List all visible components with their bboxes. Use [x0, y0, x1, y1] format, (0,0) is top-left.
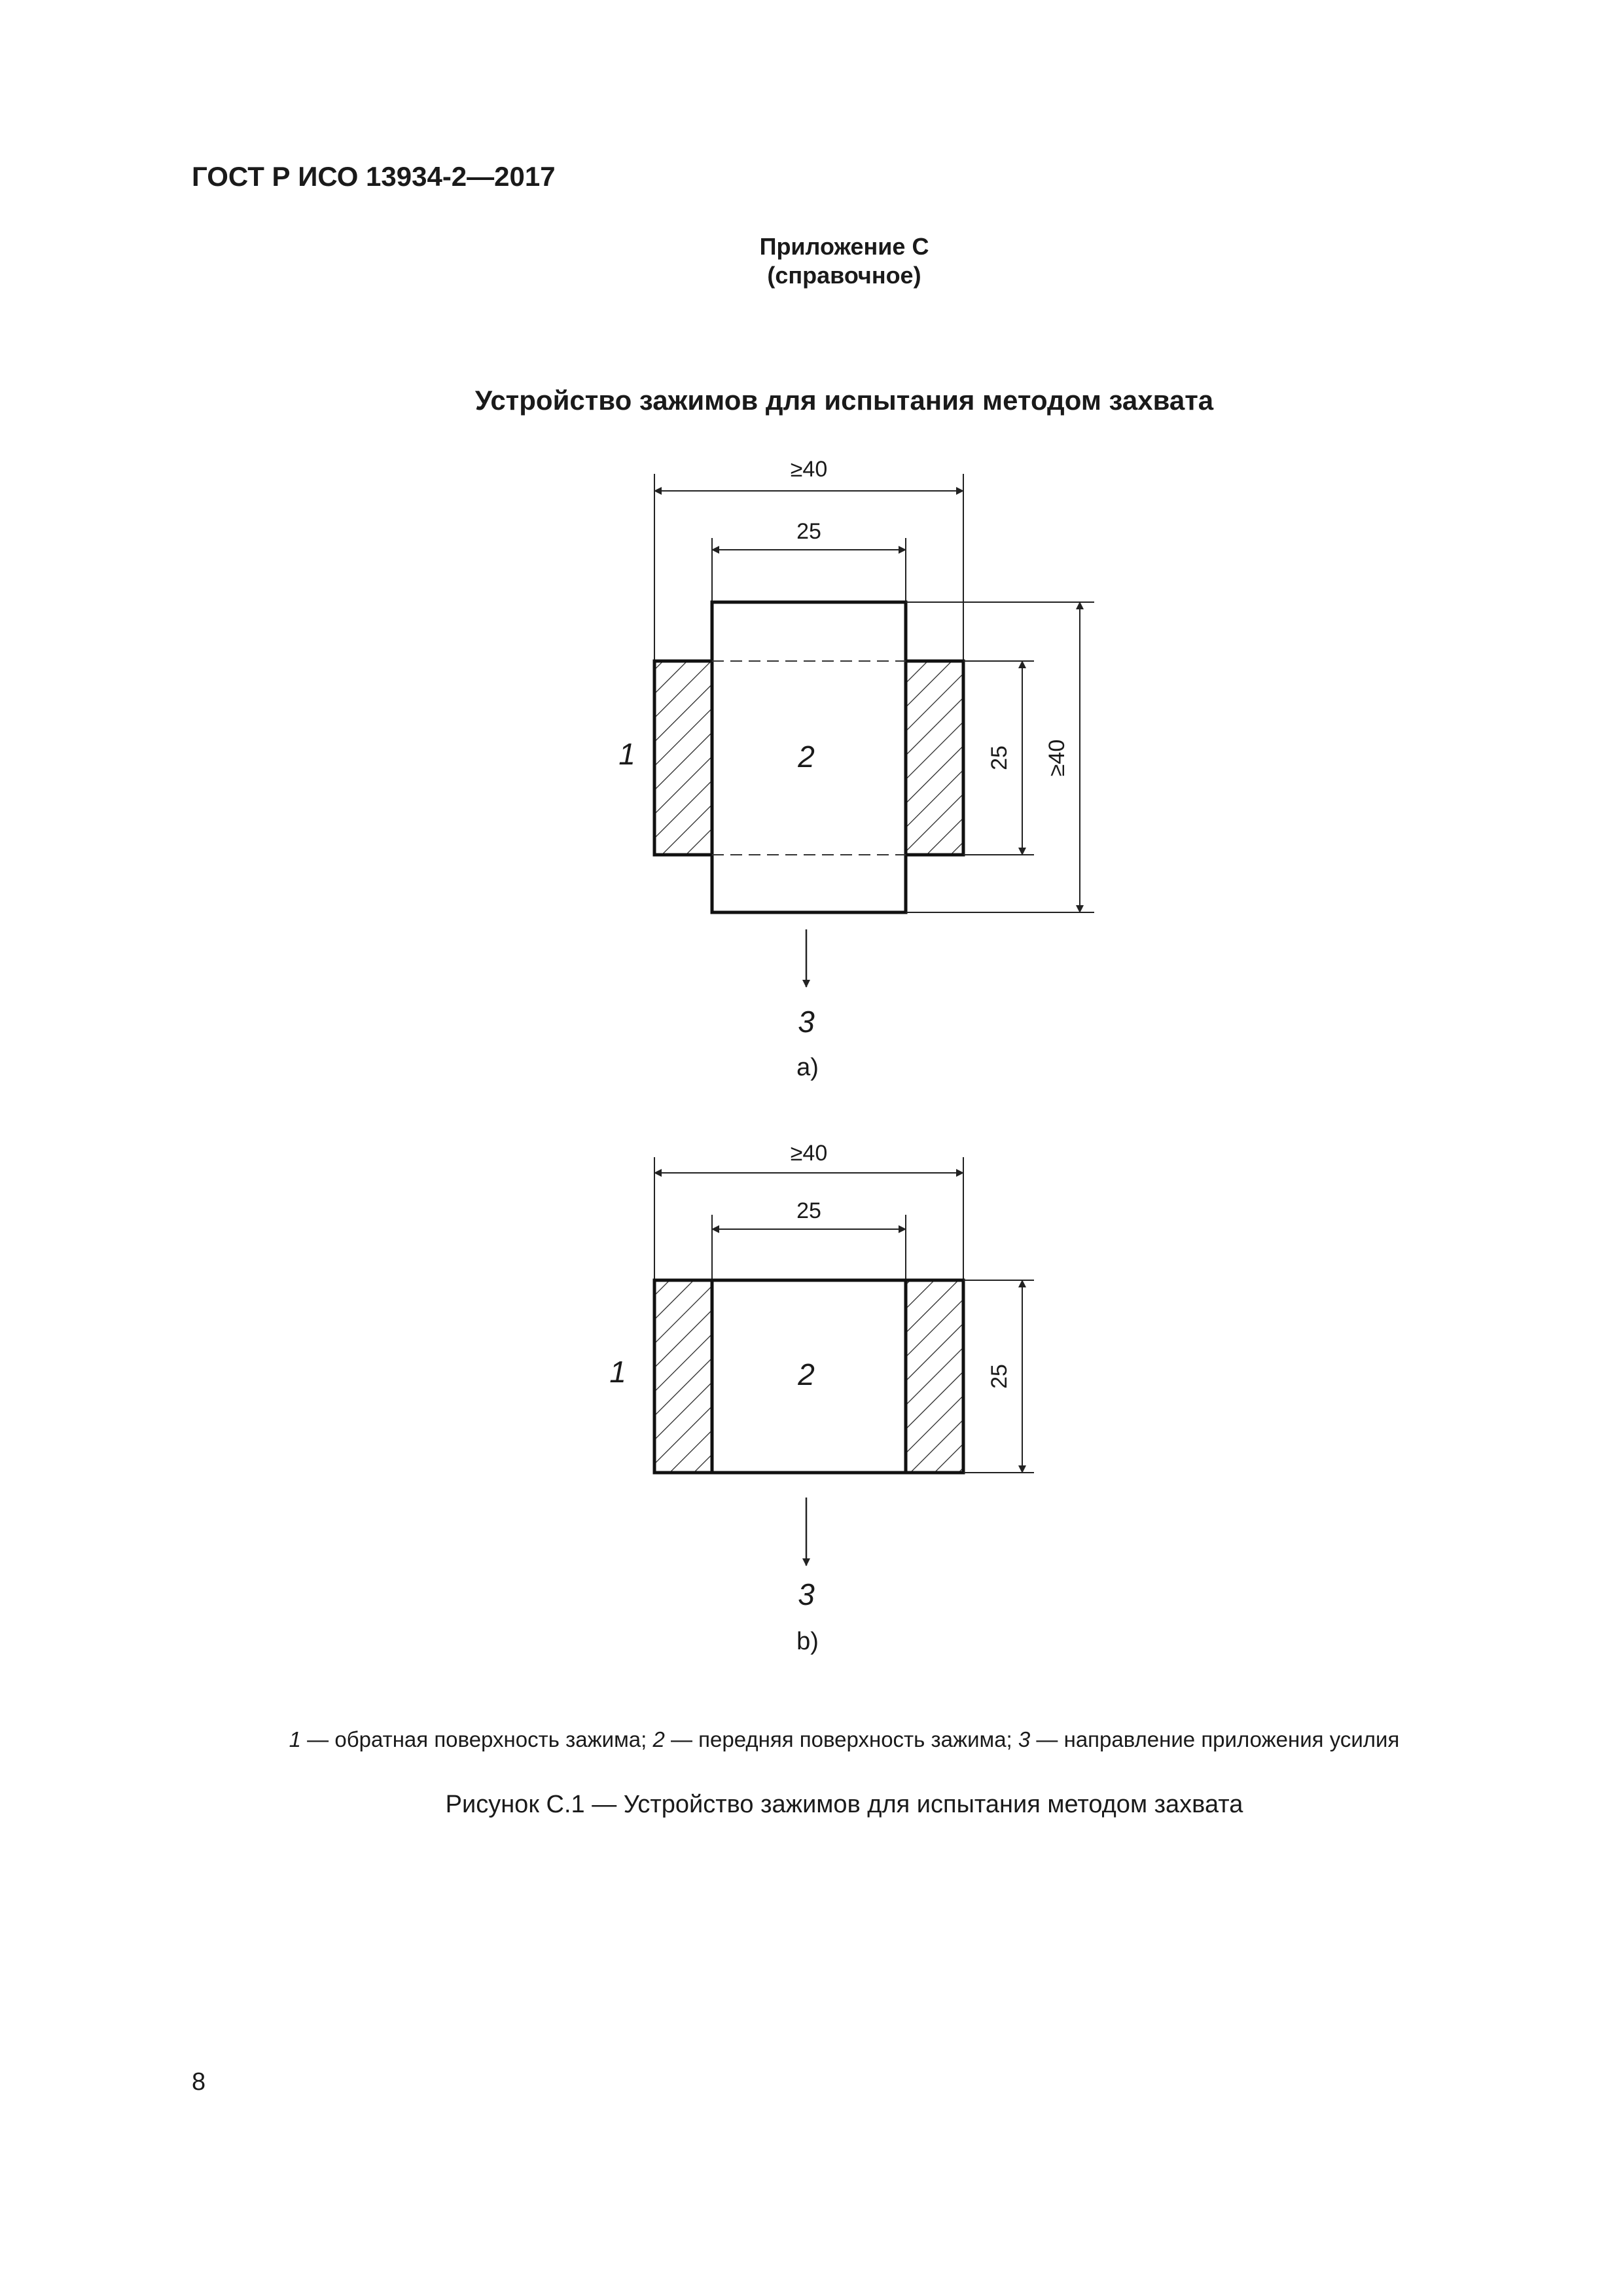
legend-text-3: — направление приложения усилия	[1030, 1727, 1400, 1751]
document-code: ГОСТ Р ИСО 13934-2—2017	[192, 161, 556, 192]
annex-subtitle: (справочное)	[767, 262, 921, 289]
figure-a	[618, 457, 1094, 1081]
annex-heading: Устройство зажимов для испытания методом захвата	[474, 385, 1214, 416]
legend-text-2: — передняя поверхность зажима;	[664, 1727, 1018, 1751]
label-rear-face: 1	[609, 1355, 626, 1389]
dimension-inner-width: 25	[796, 519, 821, 544]
dimension-outer-height: ≥40	[1044, 739, 1069, 777]
subfigure-label-b: b)	[796, 1628, 819, 1655]
figure-legend	[0, 1727, 1623, 1752]
rear-clamp-face-left	[654, 661, 712, 855]
legend-number-3: 3	[1018, 1727, 1031, 1751]
label-rear-face: 1	[618, 737, 635, 771]
legend-text-1: — обратная поверхность зажима;	[301, 1727, 653, 1751]
dimension-clamp-height: 25	[987, 745, 1012, 770]
label-front-face: 2	[798, 1357, 815, 1391]
legend-number-2: 2	[652, 1727, 665, 1751]
figure-caption: Рисунок С.1 — Устройство зажимов для испытания методом захвата	[445, 1791, 1243, 1818]
label-force-direction: 3	[798, 1005, 815, 1039]
legend-number-1: 1	[289, 1727, 302, 1751]
annex-title: Приложение С	[759, 233, 929, 260]
rear-clamp-face-left	[654, 1280, 712, 1473]
rear-clamp-face-right	[906, 1280, 963, 1473]
dimension-outer-width: ≥40	[790, 457, 828, 482]
dimension-inner-width: 25	[796, 1198, 821, 1223]
figure-b	[609, 1141, 1034, 1655]
dimension-clamp-height: 25	[987, 1364, 1012, 1389]
label-front-face: 2	[798, 740, 815, 774]
page-number: 8	[192, 2068, 206, 2096]
label-force-direction: 3	[798, 1577, 815, 1611]
subfigure-label-a: a)	[796, 1054, 819, 1081]
rear-clamp-face-right	[906, 661, 963, 855]
dimension-outer-width: ≥40	[790, 1141, 828, 1166]
